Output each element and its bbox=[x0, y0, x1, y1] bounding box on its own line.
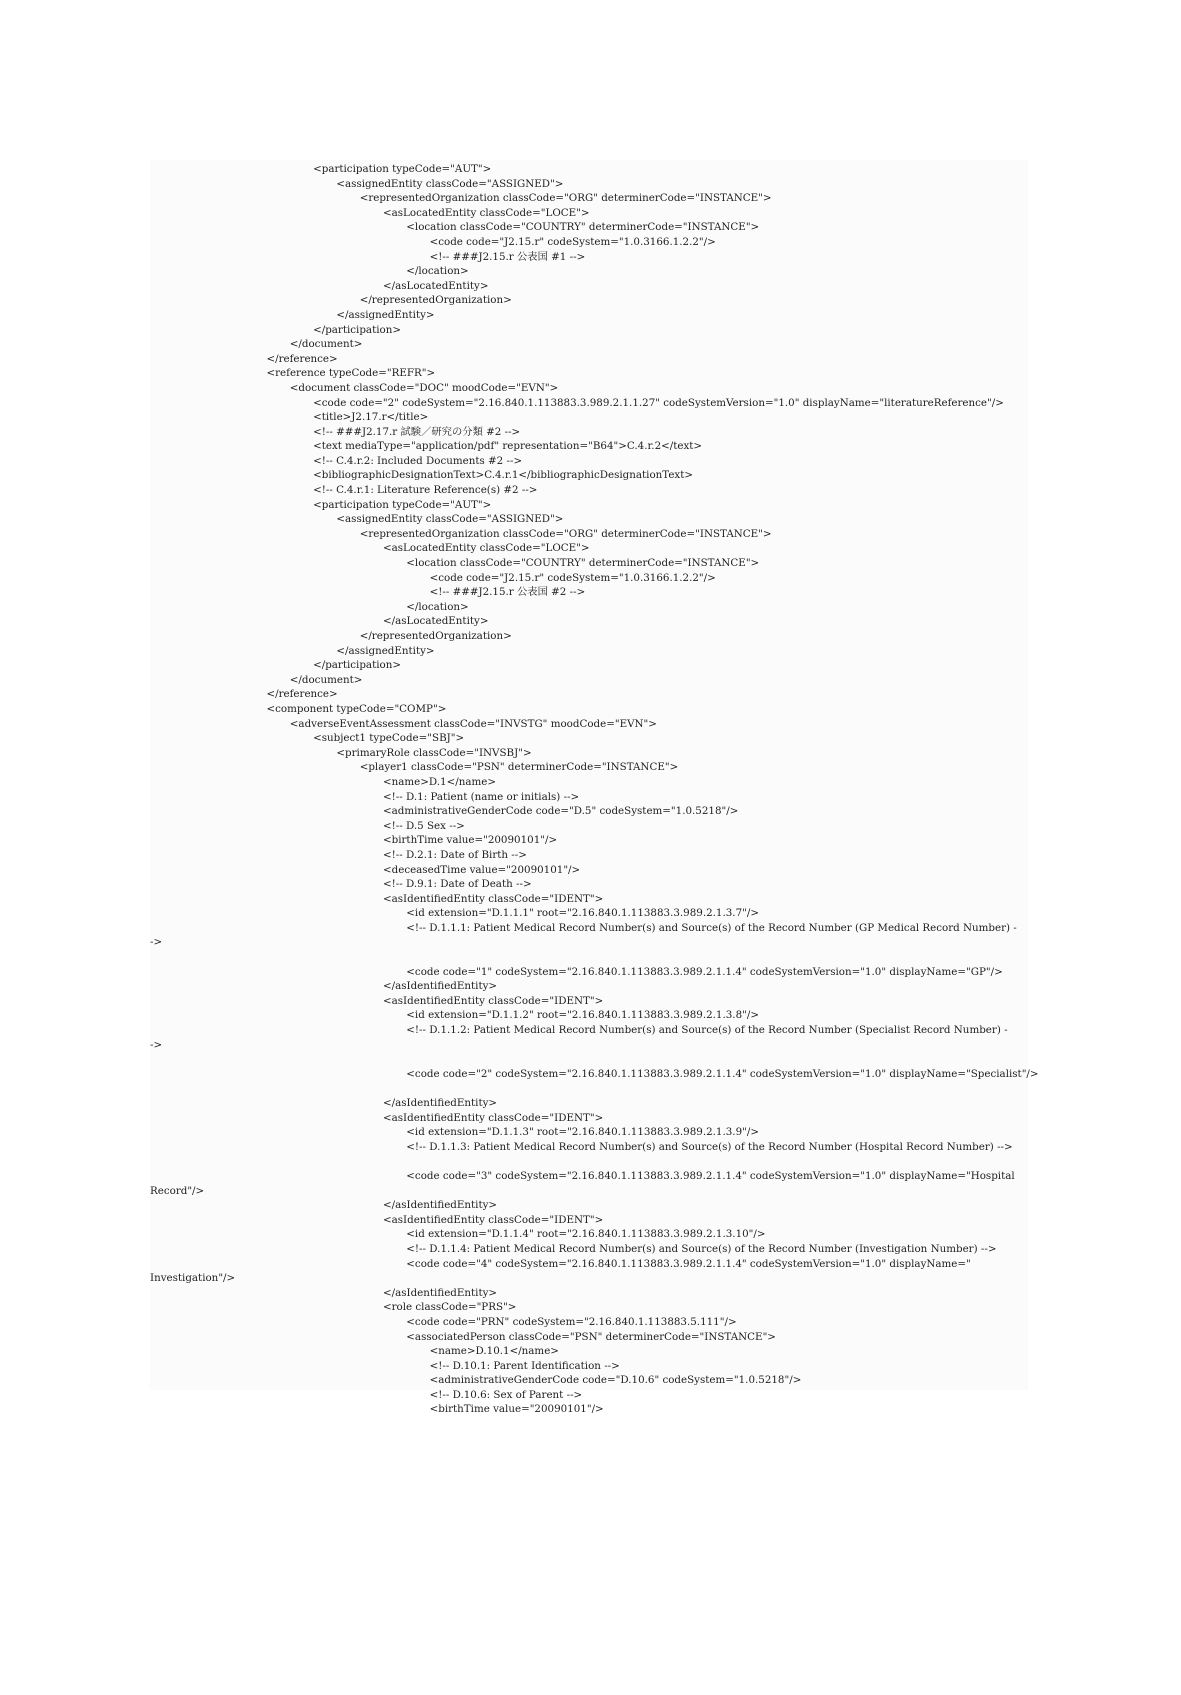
code-line: <!-- D.1.1.4: Patient Medical Record Number(s) and Source(s) of the Record Number (Investigation Number) --> bbox=[406, 1242, 997, 1255]
code-line: <!-- ###J2.15.r 公表国 #1 --> bbox=[429, 250, 586, 263]
code-line: <asLocatedEntity classCode="LOCE"> bbox=[383, 542, 590, 555]
code-line: <component typeCode="COMP"> bbox=[266, 702, 447, 715]
code-line: <!-- C.4.r.1: Literature Reference(s) #2 --> bbox=[313, 484, 538, 497]
code-line: <id extension="D.1.1.2" root="2.16.840.1.113883.3.989.2.1.3.8"/> bbox=[406, 1009, 759, 1022]
code-line: <assignedEntity classCode="ASSIGNED"> bbox=[336, 513, 564, 526]
code-line: <code code="PRN" codeSystem="2.16.840.1.113883.5.111"/> bbox=[406, 1315, 737, 1328]
code-line: </document> bbox=[289, 673, 363, 686]
code-line: <code code="1" codeSystem="2.16.840.1.113883.3.989.2.1.1.4" codeSystemVersion="1.0" displayName="GP"/> bbox=[406, 965, 1003, 978]
code-line: <deceasedTime value="20090101"/> bbox=[383, 863, 581, 876]
code-line: </asLocatedEntity> bbox=[383, 615, 489, 628]
code-line: <code code="2" codeSystem="2.16.840.1.113883.3.989.2.1.1.4" codeSystemVersion="1.0" displayName="Specialist"/> bbox=[406, 1067, 1039, 1080]
code-line: <participation typeCode="AUT"> bbox=[313, 163, 492, 175]
code-line: <code code="4" codeSystem="2.16.840.1.113883.3.989.2.1.1.4" codeSystemVersion="1.0" displayName=" bbox=[406, 1257, 971, 1270]
code-line: <text mediaType="application/pdf" representation="B64">C.4.r.2</text> bbox=[313, 440, 703, 453]
code-line: <code code="J2.15.r" codeSystem="1.0.3166.1.2.2"/> bbox=[429, 235, 716, 248]
code-lines bbox=[150, 162, 1039, 1417]
code-line: <bibliographicDesignationText>C.4.r.1</bibliographicDesignationText> bbox=[313, 469, 694, 482]
code-line: </asLocatedEntity> bbox=[383, 279, 489, 292]
code-line: <primaryRole classCode="INVSBJ"> bbox=[336, 746, 532, 759]
code-line: <administrativeGenderCode code="D.5" codeSystem="1.0.5218"/> bbox=[383, 805, 739, 818]
code-line: </participation> bbox=[313, 323, 401, 336]
code-line: <asIdentifiedEntity classCode="IDENT"> bbox=[383, 892, 604, 905]
code-line: Investigation"/> bbox=[150, 1272, 236, 1285]
code-line: -> bbox=[150, 936, 163, 949]
code-line: <!-- D.1.1.3: Patient Medical Record Number(s) and Source(s) of the Record Number (Hospital Record Number) --> bbox=[406, 1140, 1013, 1153]
code-line: <!-- D.1: Patient (name or initials) --> bbox=[383, 790, 580, 803]
code-line: </representedOrganization> bbox=[359, 630, 512, 642]
code-line: <!-- D.5 Sex --> bbox=[383, 819, 465, 832]
code-line: Record"/> bbox=[150, 1184, 205, 1197]
code-line: </location> bbox=[406, 265, 469, 278]
code-line: <!-- C.4.r.2: Included Documents #2 --> bbox=[313, 454, 523, 467]
code-line: <!-- D.10.1: Parent Identification --> bbox=[429, 1359, 620, 1372]
code-line: <associatedPerson classCode="PSN" determinerCode="INSTANCE"> bbox=[406, 1330, 776, 1343]
code-line: <name>D.10.1</name> bbox=[429, 1345, 559, 1358]
code-line: <participation typeCode="AUT"> bbox=[313, 498, 492, 511]
code-line: <assignedEntity classCode="ASSIGNED"> bbox=[336, 177, 564, 190]
code-line: <!-- D.2.1: Date of Birth --> bbox=[383, 848, 527, 861]
code-line: <birthTime value="20090101"/> bbox=[429, 1403, 604, 1416]
code-line bbox=[150, 1052, 1028, 1067]
code-line: <reference typeCode="REFR"> bbox=[266, 367, 436, 380]
code-line: <code code="J2.15.r" codeSystem="1.0.3166.1.2.2"/> bbox=[429, 571, 716, 584]
code-line: </assignedEntity> bbox=[336, 308, 435, 321]
code-line: <!-- D.1.1.1: Patient Medical Record Number(s) and Source(s) of the Record Number (GP Medical Record Number) - bbox=[406, 921, 1017, 934]
code-line: </location> bbox=[406, 600, 469, 613]
code-line: <!-- ###J2.15.r 公表国 #2 --> bbox=[429, 586, 586, 599]
code-line: </reference> bbox=[266, 688, 338, 701]
code-line bbox=[150, 1154, 1028, 1169]
code-line: </asIdentifiedEntity> bbox=[383, 1097, 498, 1109]
code-line: <asIdentifiedEntity classCode="IDENT"> bbox=[383, 1213, 604, 1226]
xml-code-block bbox=[150, 160, 1039, 1416]
code-line: <representedOrganization classCode="ORG" determinerCode="INSTANCE"> bbox=[359, 527, 772, 540]
code-line bbox=[150, 950, 1028, 965]
code-line: <administrativeGenderCode code="D.10.6" codeSystem="1.0.5218"/> bbox=[429, 1374, 802, 1387]
code-line: <location classCode="COUNTRY" determinerCode="INSTANCE"> bbox=[406, 557, 760, 570]
code-line: <subject1 typeCode="SBJ"> bbox=[313, 732, 465, 745]
code-line bbox=[150, 1081, 1028, 1096]
code-line: <id extension="D.1.1.1" root="2.16.840.1.113883.3.989.2.1.3.7"/> bbox=[406, 907, 759, 920]
code-line: </asIdentifiedEntity> bbox=[383, 1286, 498, 1299]
code-line: -> bbox=[150, 1038, 163, 1051]
code-line: <birthTime value="20090101"/> bbox=[383, 834, 558, 847]
code-line: </participation> bbox=[313, 659, 401, 672]
code-line: <asLocatedEntity classCode="LOCE"> bbox=[383, 206, 590, 219]
code-line: </assignedEntity> bbox=[336, 644, 435, 657]
code-line: <id extension="D.1.1.4" root="2.16.840.1.113883.3.989.2.1.3.10"/> bbox=[406, 1228, 766, 1241]
code-line: </asIdentifiedEntity> bbox=[383, 1199, 498, 1212]
code-line: <asIdentifiedEntity classCode="IDENT"> bbox=[383, 994, 604, 1007]
code-line: <role classCode="PRS"> bbox=[383, 1301, 517, 1314]
code-line: <!-- D.9.1: Date of Death --> bbox=[383, 878, 532, 891]
code-line: <representedOrganization classCode="ORG" determinerCode="INSTANCE"> bbox=[359, 192, 772, 205]
code-line: <!-- ###J2.17.r 試験／研究の分類 #2 --> bbox=[313, 425, 521, 438]
code-line: <code code="3" codeSystem="2.16.840.1.113883.3.989.2.1.1.4" codeSystemVersion="1.0" displayName="Hospital bbox=[406, 1169, 1015, 1182]
code-line: </document> bbox=[289, 338, 363, 351]
code-line: <!-- D.10.6: Sex of Parent --> bbox=[429, 1388, 583, 1401]
code-line: <!-- D.1.1.2: Patient Medical Record Number(s) and Source(s) of the Record Number (Specialist Record Number) - bbox=[406, 1024, 1008, 1037]
code-line: <asIdentifiedEntity classCode="IDENT"> bbox=[383, 1111, 604, 1124]
code-line: <id extension="D.1.1.3" root="2.16.840.1.113883.3.989.2.1.3.9"/> bbox=[406, 1126, 759, 1139]
code-line: <code code="2" codeSystem="2.16.840.1.113883.3.989.2.1.1.27" codeSystemVersion="1.0" displayName="literatureReference"/> bbox=[313, 396, 1004, 409]
code-line: </reference> bbox=[266, 352, 338, 365]
code-line: </asIdentifiedEntity> bbox=[383, 980, 498, 993]
code-line: <player1 classCode="PSN" determinerCode="INSTANCE"> bbox=[359, 761, 679, 774]
code-line: <location classCode="COUNTRY" determinerCode="INSTANCE"> bbox=[406, 221, 760, 234]
code-line: <title>J2.17.r</title> bbox=[313, 411, 429, 424]
code-line: <document classCode="DOC" moodCode="EVN"> bbox=[289, 381, 559, 394]
code-line: <name>D.1</name> bbox=[383, 775, 496, 788]
code-line: <adverseEventAssessment classCode="INVSTG" moodCode="EVN"> bbox=[289, 717, 657, 730]
code-line: </representedOrganization> bbox=[359, 294, 512, 307]
